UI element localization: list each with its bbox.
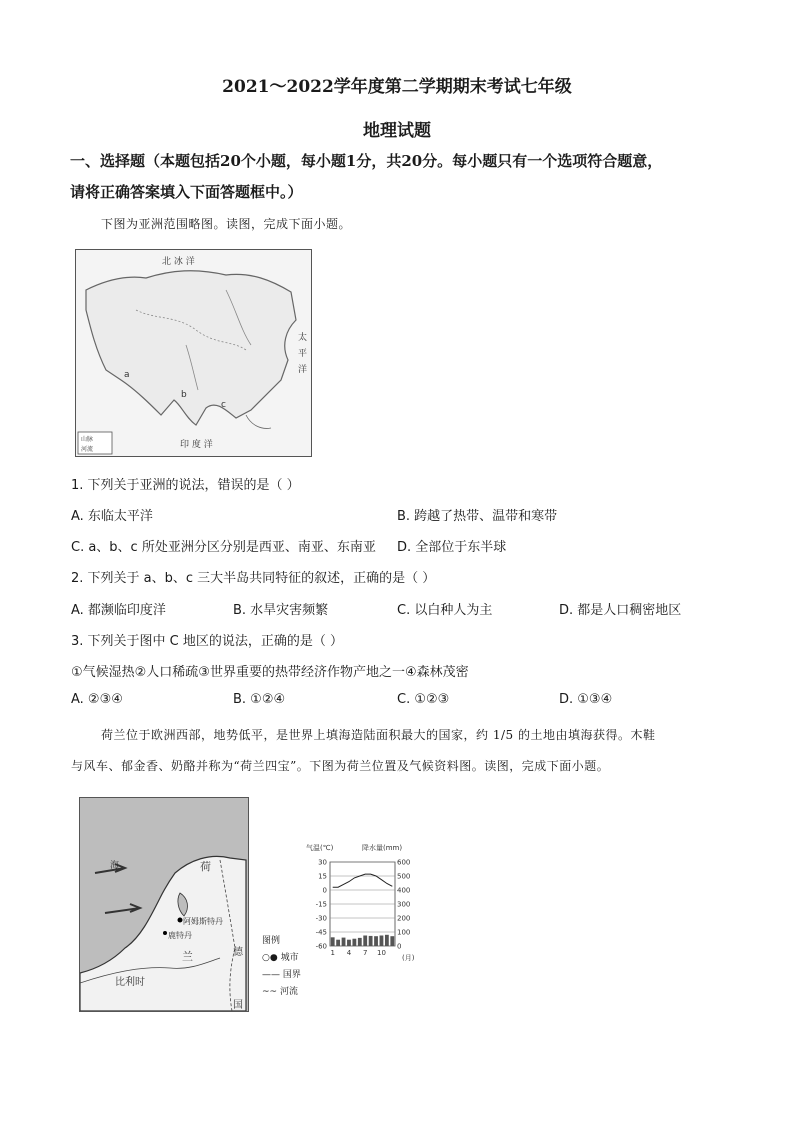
intro-asia: 下图为亚洲范围略图。读图，完成下面小题。	[101, 217, 352, 231]
precip-bar	[347, 940, 351, 946]
q2-option-a: A. 都濒临印度洋	[71, 603, 166, 618]
intro-netherlands-line1: 荷兰位于欧洲西部，地势低平，是世界上填海造陆面积最大的国家，约 1/5 的土地由填海获得。木鞋	[101, 728, 656, 742]
nl-map-label-amsterdam: 阿姆斯特丹	[183, 917, 223, 926]
q3-statements: ①气候湿热②人口稀疏③世界重要的热带经济作物产地之一④森林茂密	[71, 665, 469, 680]
q3-option-b: B. ①②④	[233, 692, 286, 707]
chart-tick-label-x: 7	[362, 949, 368, 957]
map-legend-mountain: 山脉	[81, 436, 94, 443]
nl-map-label-guo: 国	[233, 1000, 243, 1011]
q1-option-c: C. a、b、c 所处亚洲分区分别是西亚、南亚、东南亚	[71, 540, 376, 555]
nl-map-label-rotterdam: 鹿特丹	[168, 931, 192, 940]
q2-option-b: B. 水旱灾害频繁	[233, 603, 329, 618]
chart-temp-axis-label: 气温(℃)	[306, 844, 334, 852]
nl-map-label-de: 德	[233, 947, 243, 958]
intro-netherlands-line2: 与风车、郁金香、奶酪并称为“荷兰四宝”。下图为荷兰位置及气候资料图。读图，完成下面小题。	[71, 759, 610, 773]
netherlands-map-shape	[80, 798, 248, 1011]
q1-option-a: A. 东临太平洋	[71, 509, 153, 524]
border-line-icon: ——	[262, 970, 280, 980]
section-heading-line2: 请将正确答案填入下面答题框中。）	[70, 183, 303, 201]
map-legend-river: 河流	[81, 446, 94, 453]
q3-option-d: D. ①③④	[559, 692, 613, 707]
chart-tick-label-right: 500	[397, 872, 411, 881]
nl-map-label-sea: 海	[110, 861, 120, 871]
q1-option-d: D. 全部位于东半球	[397, 540, 507, 555]
q1-stem: 1. 下列关于亚洲的说法，错误的是（ ）	[71, 478, 300, 493]
chart-tick-label-left: -45	[315, 928, 327, 937]
q2-option-c: C. 以白种人为主	[397, 603, 493, 618]
chart-x-unit: (月)	[402, 954, 415, 962]
climate-chart	[300, 840, 420, 965]
nl-legend-river: ~~ 河流	[262, 987, 298, 997]
q2-stem: 2. 下列关于 a、b、c 三大半岛共同特征的叙述，正确的是（ ）	[71, 571, 436, 586]
chart-tick-label-right: 400	[397, 886, 411, 895]
chart-tick-label-left: -15	[315, 900, 327, 909]
map-label-indian: 印 度 洋	[180, 440, 213, 450]
chart-tick-label-x: 1	[330, 949, 335, 957]
chart-tick-label-right: 300	[397, 900, 411, 909]
nl-map-label-lan: 兰	[182, 950, 193, 963]
nl-legend-title: 图例	[262, 936, 281, 946]
precip-bar	[380, 936, 384, 947]
precip-bar	[385, 935, 389, 946]
asia-map-outline	[76, 250, 311, 456]
precip-bar	[369, 936, 373, 946]
nl-legend-border: —— 国界	[262, 970, 301, 980]
chart-tick-label-x: 10	[376, 949, 386, 957]
q3-stem: 3. 下列关于图中 C 地区的说法，正确的是（ ）	[71, 634, 344, 649]
q1-option-b: B. 跨越了热带、温带和寒带	[397, 509, 558, 524]
chart-tick-label-left: 0	[322, 886, 327, 895]
section-heading-line1: 一、选择题（本题包括20个小题，每小题1分，共20分。每小题只有一个选项符合题意，	[70, 152, 663, 170]
q3-option-a: A. ②③④	[71, 692, 123, 707]
precip-bar	[331, 937, 335, 946]
nl-legend-city: ○● 城市	[262, 953, 299, 963]
exam-title: 2021～2022学年度第二学期期末考试七年级	[222, 77, 572, 97]
precip-bar	[336, 940, 340, 946]
chart-precip-axis-label: 降水量(mm)	[362, 844, 403, 852]
exam-subtitle: 地理试题	[363, 121, 431, 141]
chart-tick-label-left: 30	[318, 858, 327, 867]
chart-tick-label-left: 15	[318, 872, 327, 881]
precip-bar	[352, 939, 356, 946]
map-label-b: b	[181, 390, 187, 400]
nl-map-label-belgium: 比利时	[115, 977, 145, 988]
q2-option-d: D. 都是人口稠密地区	[559, 603, 682, 618]
city-dot-icon: ○●	[262, 953, 278, 963]
nl-map-legend	[262, 933, 301, 1001]
chart-tick-label-right: 600	[397, 858, 411, 867]
nl-map-label-he: 荷	[200, 860, 211, 873]
map-label-arctic: 北 冰 洋	[162, 257, 195, 267]
map-label-c: c	[221, 400, 226, 410]
chart-tick-label-x: 4	[346, 949, 352, 957]
precip-bar	[358, 938, 362, 946]
precip-bar	[342, 938, 346, 946]
q3-option-c: C. ①②③	[397, 692, 450, 707]
chart-tick-label-left: -60	[315, 942, 327, 951]
map-label-pacific: 太 平 洋	[298, 333, 308, 375]
chart-tick-label-left: -30	[315, 914, 327, 923]
chart-tick-label-right: 0	[397, 942, 402, 951]
asia-map	[75, 249, 312, 457]
chart-tick-label-right: 200	[397, 914, 411, 923]
precip-bar	[390, 936, 394, 946]
precip-bar	[374, 936, 378, 946]
map-label-a: a	[124, 370, 130, 380]
river-line-icon: ~~	[262, 987, 278, 997]
netherlands-map	[79, 797, 249, 1012]
chart-tick-label-right: 100	[397, 928, 411, 937]
precip-bar	[363, 936, 367, 947]
